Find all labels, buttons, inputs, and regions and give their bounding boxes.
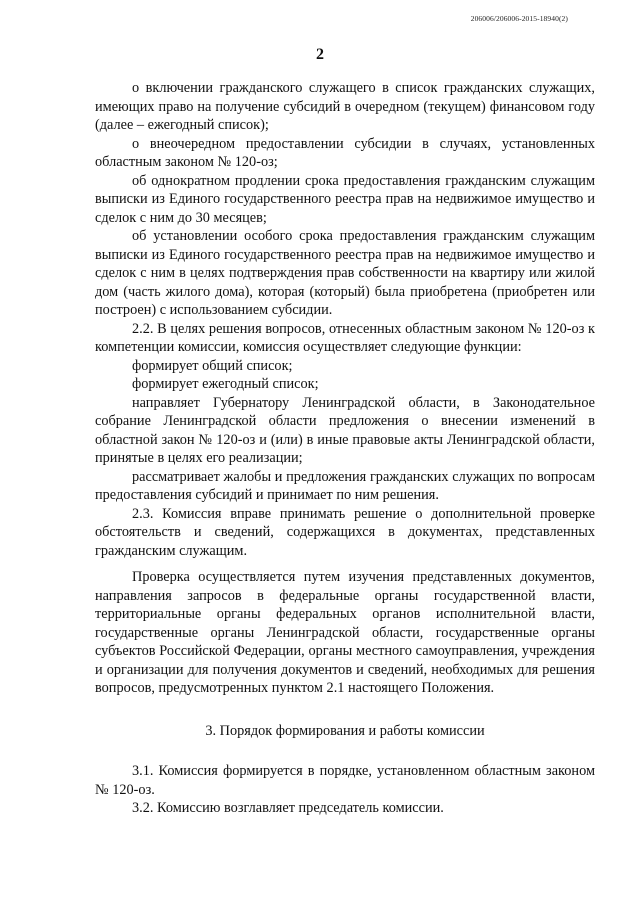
paragraph: о внеочередном предоставлении субсидии в случаях, установленных областным законом № 120-оз; — [95, 135, 595, 170]
document-body — [95, 79, 595, 818]
page-number: 2 — [316, 46, 324, 63]
paragraph: формирует общий список; — [132, 357, 293, 374]
paragraph: рассматривает жалобы и предложения гражданских служащих по вопросам предоставления субсидий и принимает по ним решения. — [95, 468, 595, 503]
paragraph: о включении гражданского служащего в список гражданских служащих, имеющих право на получение субсидий в очередном (текущем) финансовом году (далее – ежегодный список); — [95, 80, 595, 133]
paragraph: 3.1. Комиссия формируется в порядке, установленном областным законом № 120-оз. — [95, 763, 595, 798]
paragraph: об однократном продлении срока предоставления гражданским служащим выписки из Единого государственного реестра прав на недвижимое имущество и сделок с ним до 30 месяцев; — [95, 172, 595, 226]
paragraph: Проверка осуществляется путем изучения представленных документов, направления запросов в федеральные органы государственной власти, территориальные органы федеральных органов исполнительной власти, государственные органы Ленинградской области, государственные органы субъектов Российской Федерации, органы местного самоуправления, учреждения и организации для получения документов и сведений, необходимых для решения вопросов, предусмотренных пунктом 2.1 настоящего Положения. — [95, 569, 595, 696]
paragraph: 3.2. Комиссию возглавляет председатель комиссии. — [132, 800, 444, 816]
paragraph: 2.2. В целях решения вопросов, отнесенных областным законом № 120-оз к компетенции комиссии, комиссия осуществляет следующие функции: — [95, 320, 595, 355]
paragraph: направляет Губернатору Ленинградской области, в Законодательное собрание Ленинградской области предложения о внесении изменений в областной закон № 120-оз и (или) в иные правовые акты Ленинградской области, принятые в целях его реализации; — [95, 394, 595, 466]
document-id: 206006/206006-2015-18940(2) — [470, 14, 568, 23]
paragraph: 2.3. Комиссия вправе принимать решение о дополнительной проверке обстоятельств и сведений, содержащихся в документах, представленных гражданским служащим. — [95, 505, 595, 559]
paragraph: об установлении особого срока предоставления гражданским служащим выписки из Единого государственного реестра прав на недвижимое имущество и сделок с ним в целях подтверждения прав собственности на квартиру или жилой дом (часть жилого дома), которая (который) была приобретена (приобретен или построен) с использованием субсидии. — [95, 228, 595, 318]
paragraph: формирует ежегодный список; — [132, 376, 319, 392]
section-heading: 3. Порядок формирования и работы комиссии — [205, 722, 485, 739]
